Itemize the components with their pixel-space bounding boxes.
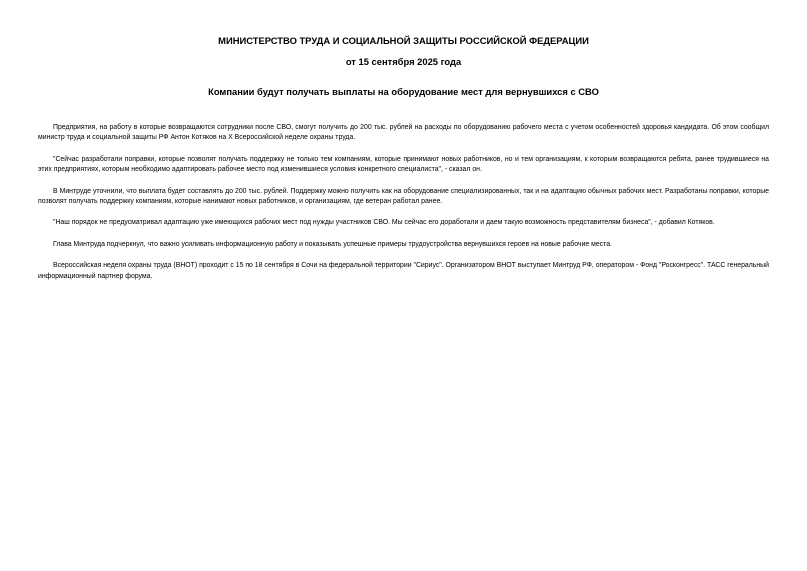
article-body	[38, 123, 769, 293]
ministry-title: МИНИСТЕРСТВО ТРУДА И СОЦИАЛЬНОЙ ЗАЩИТЫ РОССИЙСКОЙ ФЕДЕРАЦИИ	[218, 35, 589, 46]
paragraph: В Минтруде уточнили, что выплата будет составлять до 200 тыс. рублей. Поддержку можно получить как на оборудование специализированных, так и на адаптацию обычных рабочих мест. Разработаны поправки, которые позволят получать поддержку компаниям, которые нанимают новых работников, и организациям, где ветеран работал ранее.	[38, 187, 769, 206]
document-date: от 15 сентября 2025 года	[345, 56, 462, 67]
paragraph: Предприятия, на работу в которые возвращаются сотрудники после СВО, смогут получить до 200 тыс. рублей на расходы по оборудованию рабочего места с учетом особенностей здоровья кандидата. Об этом сообщил министр труда и социальной защиты РФ Антон Котяков на X Всероссийской неделе охраны труда.	[38, 124, 769, 142]
article-headline: Компании будут получать выплаты на оборудование мест для вернувшихся с СВО	[208, 86, 599, 97]
paragraph: "Сейчас разработали поправки, которые позволят получать поддержку не только тем компаниям, которые принимают новых работников, но и тем организациям, к которым возвращаются ребята, ранее трудившиеся на этих предприятиях, которым необходимо адаптировать рабочее место под изменившиеся условия конкретного специалиста", - сказал он.	[38, 155, 769, 174]
paragraph: Глава Минтруда подчеркнул, что важно усиливать информационную работу и показывать успешные примеры трудоустройства вернувшихся героев на новые рабочие места.	[53, 240, 612, 248]
paragraph: Всероссийская неделя охраны труда (ВНОТ) проходит с 15 по 18 сентября в Сочи на федеральной территории "Сириус". Организатором ВНОТ выступает Минтруд РФ, оператором - Фонд "Росконгресс". ТАСС генеральный информационный партнер форума.	[38, 262, 769, 280]
paragraph: "Наш порядок не предусматривал адаптацию уже имеющихся рабочих мест под нужды участников СВО. Мы сейчас его доработали и даем такую возможность представителям бизнеса", - добавил Котяков.	[53, 219, 715, 227]
